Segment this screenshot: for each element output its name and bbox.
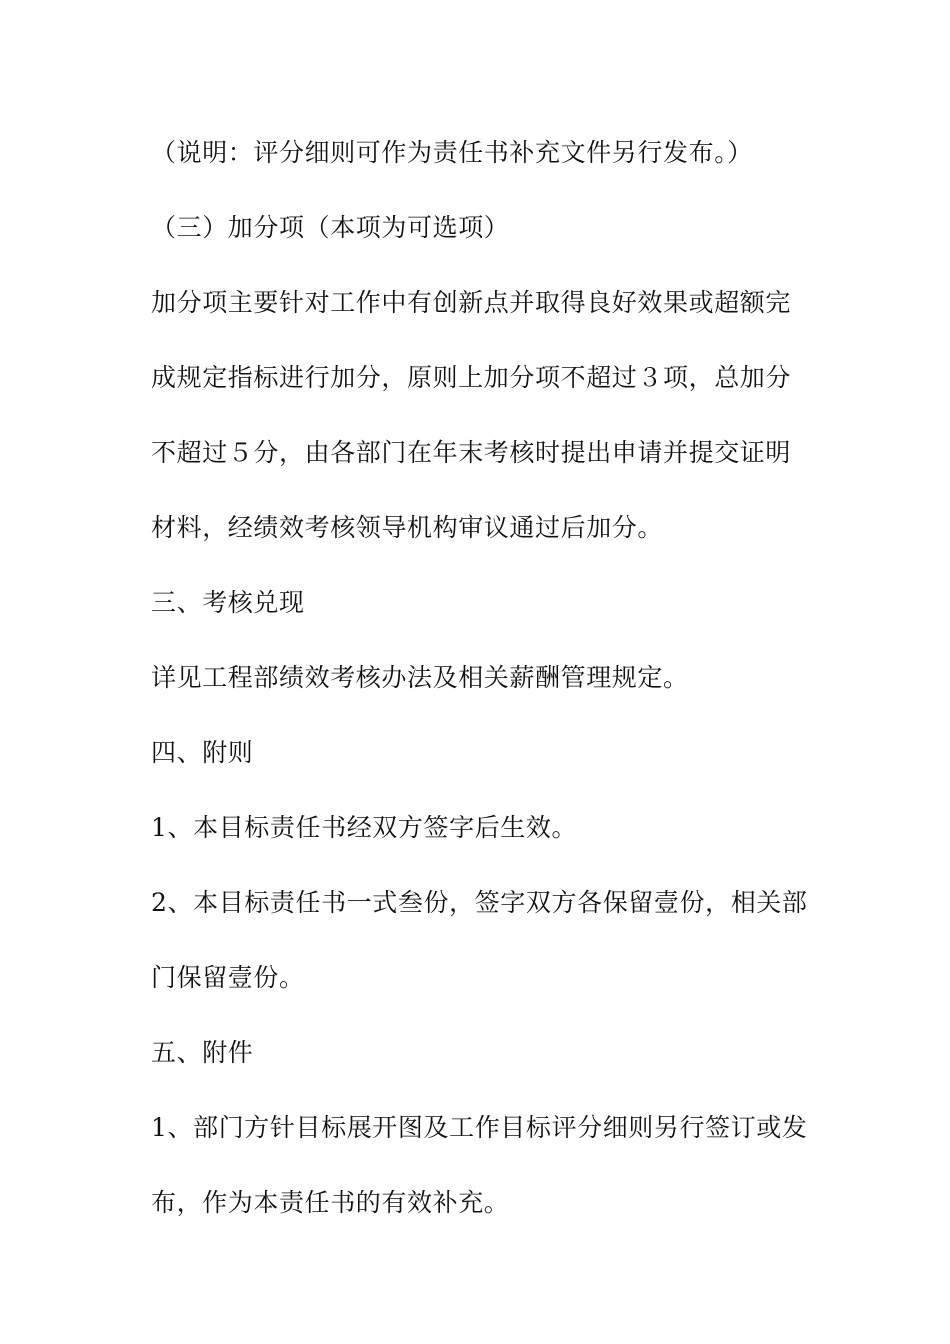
paragraph-line: 加分项主要针对工作中有创新点并取得良好效果或超额完 [151, 288, 792, 317]
section-heading-bonus: （三）加分项（本项为可选项） [151, 213, 510, 242]
list-item-continuation: 门保留壹份。 [151, 963, 305, 992]
section-heading-attachments: 五、附件 [151, 1038, 254, 1067]
section-heading-assessment: 三、考核兑现 [151, 588, 305, 617]
paragraph-line: 材料，经绩效考核领导机构审议通过后加分。 [151, 513, 664, 542]
list-item: 1、部门方针目标展开图及工作目标评分细则另行签订或发 [151, 1113, 808, 1142]
paragraph-line: 不超过５分，由各部门在年末考核时提出申请并提交证明 [151, 438, 792, 467]
paragraph-line: 成规定指标进行加分，原则上加分项不超过３项，总加分 [151, 363, 792, 392]
list-item: 2、本目标责任书一式叁份，签字双方各保留壹份，相关部 [151, 888, 808, 917]
note-line: （说明：评分细则可作为责任书补充文件另行发布。） [151, 138, 753, 167]
list-item: 1、本目标责任书经双方签字后生效。 [151, 813, 578, 842]
list-item-continuation: 布，作为本责任书的有效补充。 [151, 1188, 510, 1217]
section-heading-supplementary: 四、附则 [151, 738, 254, 767]
paragraph-line: 详见工程部绩效考核办法及相关薪酬管理规定。 [151, 663, 689, 692]
